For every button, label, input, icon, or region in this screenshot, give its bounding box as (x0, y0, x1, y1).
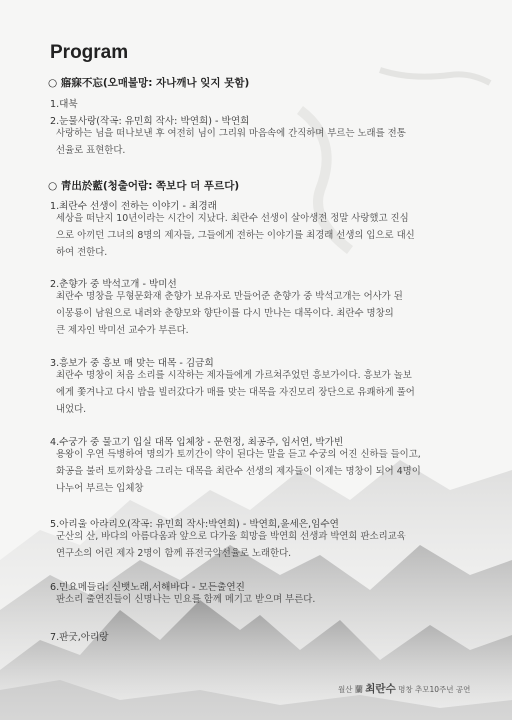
program-item-title: 3.흥보가 중 흥보 매 맞는 대목 - 김금희 (50, 358, 214, 369)
description-line: 판소리 출연진들이 신명나는 민요를 함께 메기고 받으며 부른다. (56, 594, 316, 605)
description-line: 으로 아끼던 그녀의 8명의 제자들, 그들에게 전하는 이야기를 최경래 선생의 입으로 대신 (56, 230, 415, 241)
program-item-description (56, 125, 476, 159)
footer-prefix: 월산 (338, 685, 353, 694)
footer-name: 최란수 (365, 683, 396, 695)
program-item-description (56, 446, 476, 497)
program-item-description (56, 591, 476, 608)
program-item-title: 5.아리울 아라리오(작곡: 유민희 작사:박연희) - 박연희,윤세은,임수연 (50, 519, 339, 530)
program-item-title: 1.대북 (50, 99, 78, 110)
program-item-title: 6.민요메들리: 신뱃노래,서해바다 - 모든출연진 (50, 582, 245, 593)
program-item-description (56, 528, 476, 562)
event-footer (338, 681, 470, 696)
program-item-title: 2.춘향가 중 박석고개 - 박미선 (50, 279, 177, 290)
footer-seal-mark: 蘭 (354, 685, 363, 694)
program-item-description (56, 288, 476, 339)
program-item-title: 1.최란수 선생이 전하는 이야기 - 최경래 (50, 201, 217, 212)
description-line: 최란수 명창을 무형문화재 춘향가 보유자로 만들어준 춘향가 중 박석고개는 어사가 된 (56, 291, 403, 302)
section-heading: ○ 寤寐不忘(오매불망: 자나깨나 잊지 못함) (48, 77, 250, 89)
description-line: 군산의 산, 바다의 아름다움과 앞으로 다가올 희망을 박연희 선생과 박연희 판소리교육 (56, 531, 406, 542)
description-line: 이몽룡이 남원으로 내려와 춘향모와 향단이를 다시 만나는 대목이다. 최란수 명창의 (56, 308, 394, 319)
description-line: 선율로 표현한다. (56, 145, 126, 156)
program-item-description (56, 210, 476, 261)
page-title: Program (50, 42, 129, 63)
description-line: 세상을 떠난지 10년이라는 시간이 지났다. 최란수 선생이 살아생전 정말 사랑했고 진심 (56, 213, 409, 224)
description-line: 에게 쫓겨나고 다시 밥을 빌러갔다가 매를 맞는 대목을 자진모리 장단으로 유쾌하게 풀어 (56, 387, 415, 398)
description-line: 최란수 명창이 처음 소리를 시작하는 제자들에게 가르쳐주었던 흥보가이다. 흥보가 놀보 (56, 370, 412, 381)
description-line: 하여 전한다. (56, 247, 108, 258)
footer-event-title: 명창 추모10주년 공연 (398, 685, 471, 694)
description-line: 나누어 부르는 입체창 (56, 483, 144, 494)
description-line: 화공을 불러 토끼화상을 그리는 대목을 최란수 선생의 제자들이 이제는 명창이 되어 4명이 (56, 466, 421, 477)
description-line: 큰 제자인 박미선 교수가 부른다. (56, 325, 189, 336)
program-item-title: 4.수궁가 중 물고기 입실 대목 입체창 - 문현정, 최공주, 임서연, 박가빈 (50, 437, 344, 448)
description-line: 연구소의 어린 제자 2명이 함께 퓨전국악선율로 노래한다. (56, 548, 292, 559)
section-heading: ○ 靑出於藍(청출어람: 쪽보다 더 푸르다) (48, 180, 240, 192)
description-line: 사랑하는 님을 떠나보낸 후 여전히 님이 그리워 마음속에 간직하며 부르는 노래를 전통 (56, 128, 406, 139)
description-line: 내었다. (56, 404, 87, 415)
description-line: 용왕이 우연 득병하여 명의가 토끼간이 약이 된다는 말을 듣고 수궁의 어진 신하들 들이고, (56, 449, 421, 460)
program-item-title: 7.판굿,아리랑 (50, 632, 109, 643)
program-item-title: 2.눈물사랑(작곡: 유민희 작사: 박연희) - 박연희 (50, 116, 250, 127)
program-item-description (56, 367, 476, 418)
